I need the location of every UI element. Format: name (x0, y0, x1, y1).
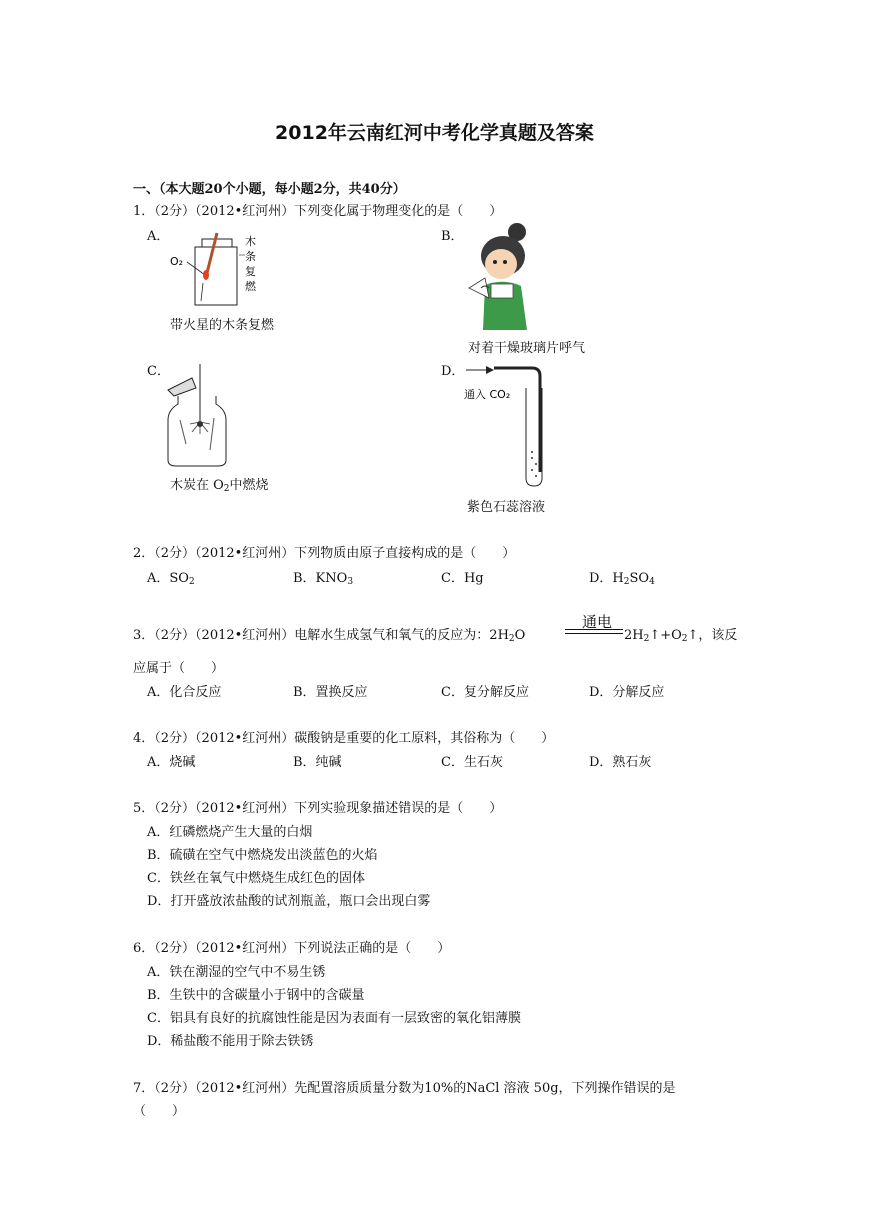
q3-option-a: A．化合反应 (147, 685, 222, 700)
q1-caption-b: 对着干燥玻璃片呼气 (468, 341, 586, 356)
q3-condition: 通电 (581, 613, 612, 631)
o2-label: O₂ (170, 255, 184, 268)
q6-option-c: C．铝具有良好的抗腐蚀性能是因为表面有一层致密的氧化铝薄膜 (147, 1011, 521, 1026)
q1-caption-a: 带火星的木条复燃 (170, 318, 275, 333)
q2-option-d: D．$H_2SO_4$ (589, 571, 655, 587)
q2-option-b: B．$KNO_3$ (293, 571, 354, 587)
q5-option-d: D．打开盛放浓盐酸的试剂瓶盖，瓶口会出现白雾 (147, 894, 431, 909)
q1-figure-b-girl-breathing (455, 220, 545, 335)
q1-figure-d-co2-tube (462, 362, 562, 490)
q4-option-c: C．生石灰 (441, 755, 503, 770)
q4-stem: 4．（2分）（2012•红河州）碳酸钠是重要的化工原料，其俗称为（ ） (133, 731, 555, 746)
q5-option-c: C．铁丝在氧气中燃烧生成红色的固体 (147, 871, 365, 886)
q1-stem: 1．（2分）（2012•红河州）下列变化属于物理变化的是（ ） (133, 204, 503, 219)
q6-stem: 6．（2分）（2012•红河州）下列说法正确的是（ ） (133, 941, 451, 956)
q2-option-a: A．$SO_2$ (147, 571, 195, 587)
q3-products: $2H_2↑+O_2↑$，该反 (624, 628, 738, 644)
q1-caption-c: 木炭在 $O_2$中燃烧 (170, 478, 269, 494)
q1-figure-a-match-bottle (165, 225, 275, 313)
q7-stem-line2: （ ） (133, 1104, 186, 1119)
q3-equals-line-top (565, 629, 623, 630)
q6-option-d: D．稀盐酸不能用于除去铁锈 (147, 1034, 314, 1049)
q4-option-b: B．纯碱 (293, 755, 342, 770)
q3-option-c: C．复分解反应 (441, 685, 529, 700)
q4-option-a: A．烧碱 (147, 755, 196, 770)
q2-option-c: C．Hg (441, 571, 484, 586)
q3-stem-line2: 应属于（ ） (133, 661, 225, 676)
q6-option-a: A．铁在潮湿的空气中不易生锈 (147, 965, 326, 980)
q1-option-a-letter: A． (147, 229, 170, 244)
co2-label: 通入 CO₂ (464, 388, 511, 401)
label-ran: 燃 (245, 280, 256, 293)
q1-option-d-letter: D． (441, 364, 465, 379)
q5-option-b: B．硫磺在空气中燃烧发出淡蓝色的火焰 (147, 848, 378, 863)
q3-stem: 3．（2分）（2012•红河州）电解水生成氢气和氧气的反应为：$2H_2O$ (133, 628, 526, 644)
q1-caption-d: 紫色石蕊溶液 (467, 500, 546, 515)
q7-stem: 7．（2分）（2012•红河州）先配置溶质质量分数为10%的NaCl 溶液 50g，下列操作错误的是 (133, 1081, 676, 1096)
q5-option-a: A．红磷燃烧产生大量的白烟 (147, 825, 313, 840)
q1-option-b-letter: B． (441, 229, 464, 244)
q1-option-c-letter: C． (147, 364, 170, 379)
q5-stem: 5．（2分）（2012•红河州）下列实验现象描述错误的是（ ） (133, 801, 503, 816)
q3-equals-line-bottom (565, 633, 623, 634)
q1-figure-c-charcoal-jar (162, 360, 232, 468)
q3-option-d: D．分解反应 (589, 685, 665, 700)
q2-stem: 2．（2分）（2012•红河州）下列物质由原子直接构成的是（ ） (133, 546, 516, 561)
q6-option-b: B．生铁中的含碳量小于钢中的含碳量 (147, 988, 365, 1003)
label-fu: 复 (245, 265, 256, 278)
section-heading: 一、（本大题20个小题，每小题2分，共40分） (133, 182, 406, 197)
label-mu: 木 (245, 235, 256, 248)
q3-option-b: B．置换反应 (293, 685, 368, 700)
page-title: 2012年云南红河中考化学真题及答案 (275, 122, 594, 144)
q4-option-d: D．熟石灰 (589, 755, 652, 770)
label-tiao: 条 (245, 250, 256, 263)
